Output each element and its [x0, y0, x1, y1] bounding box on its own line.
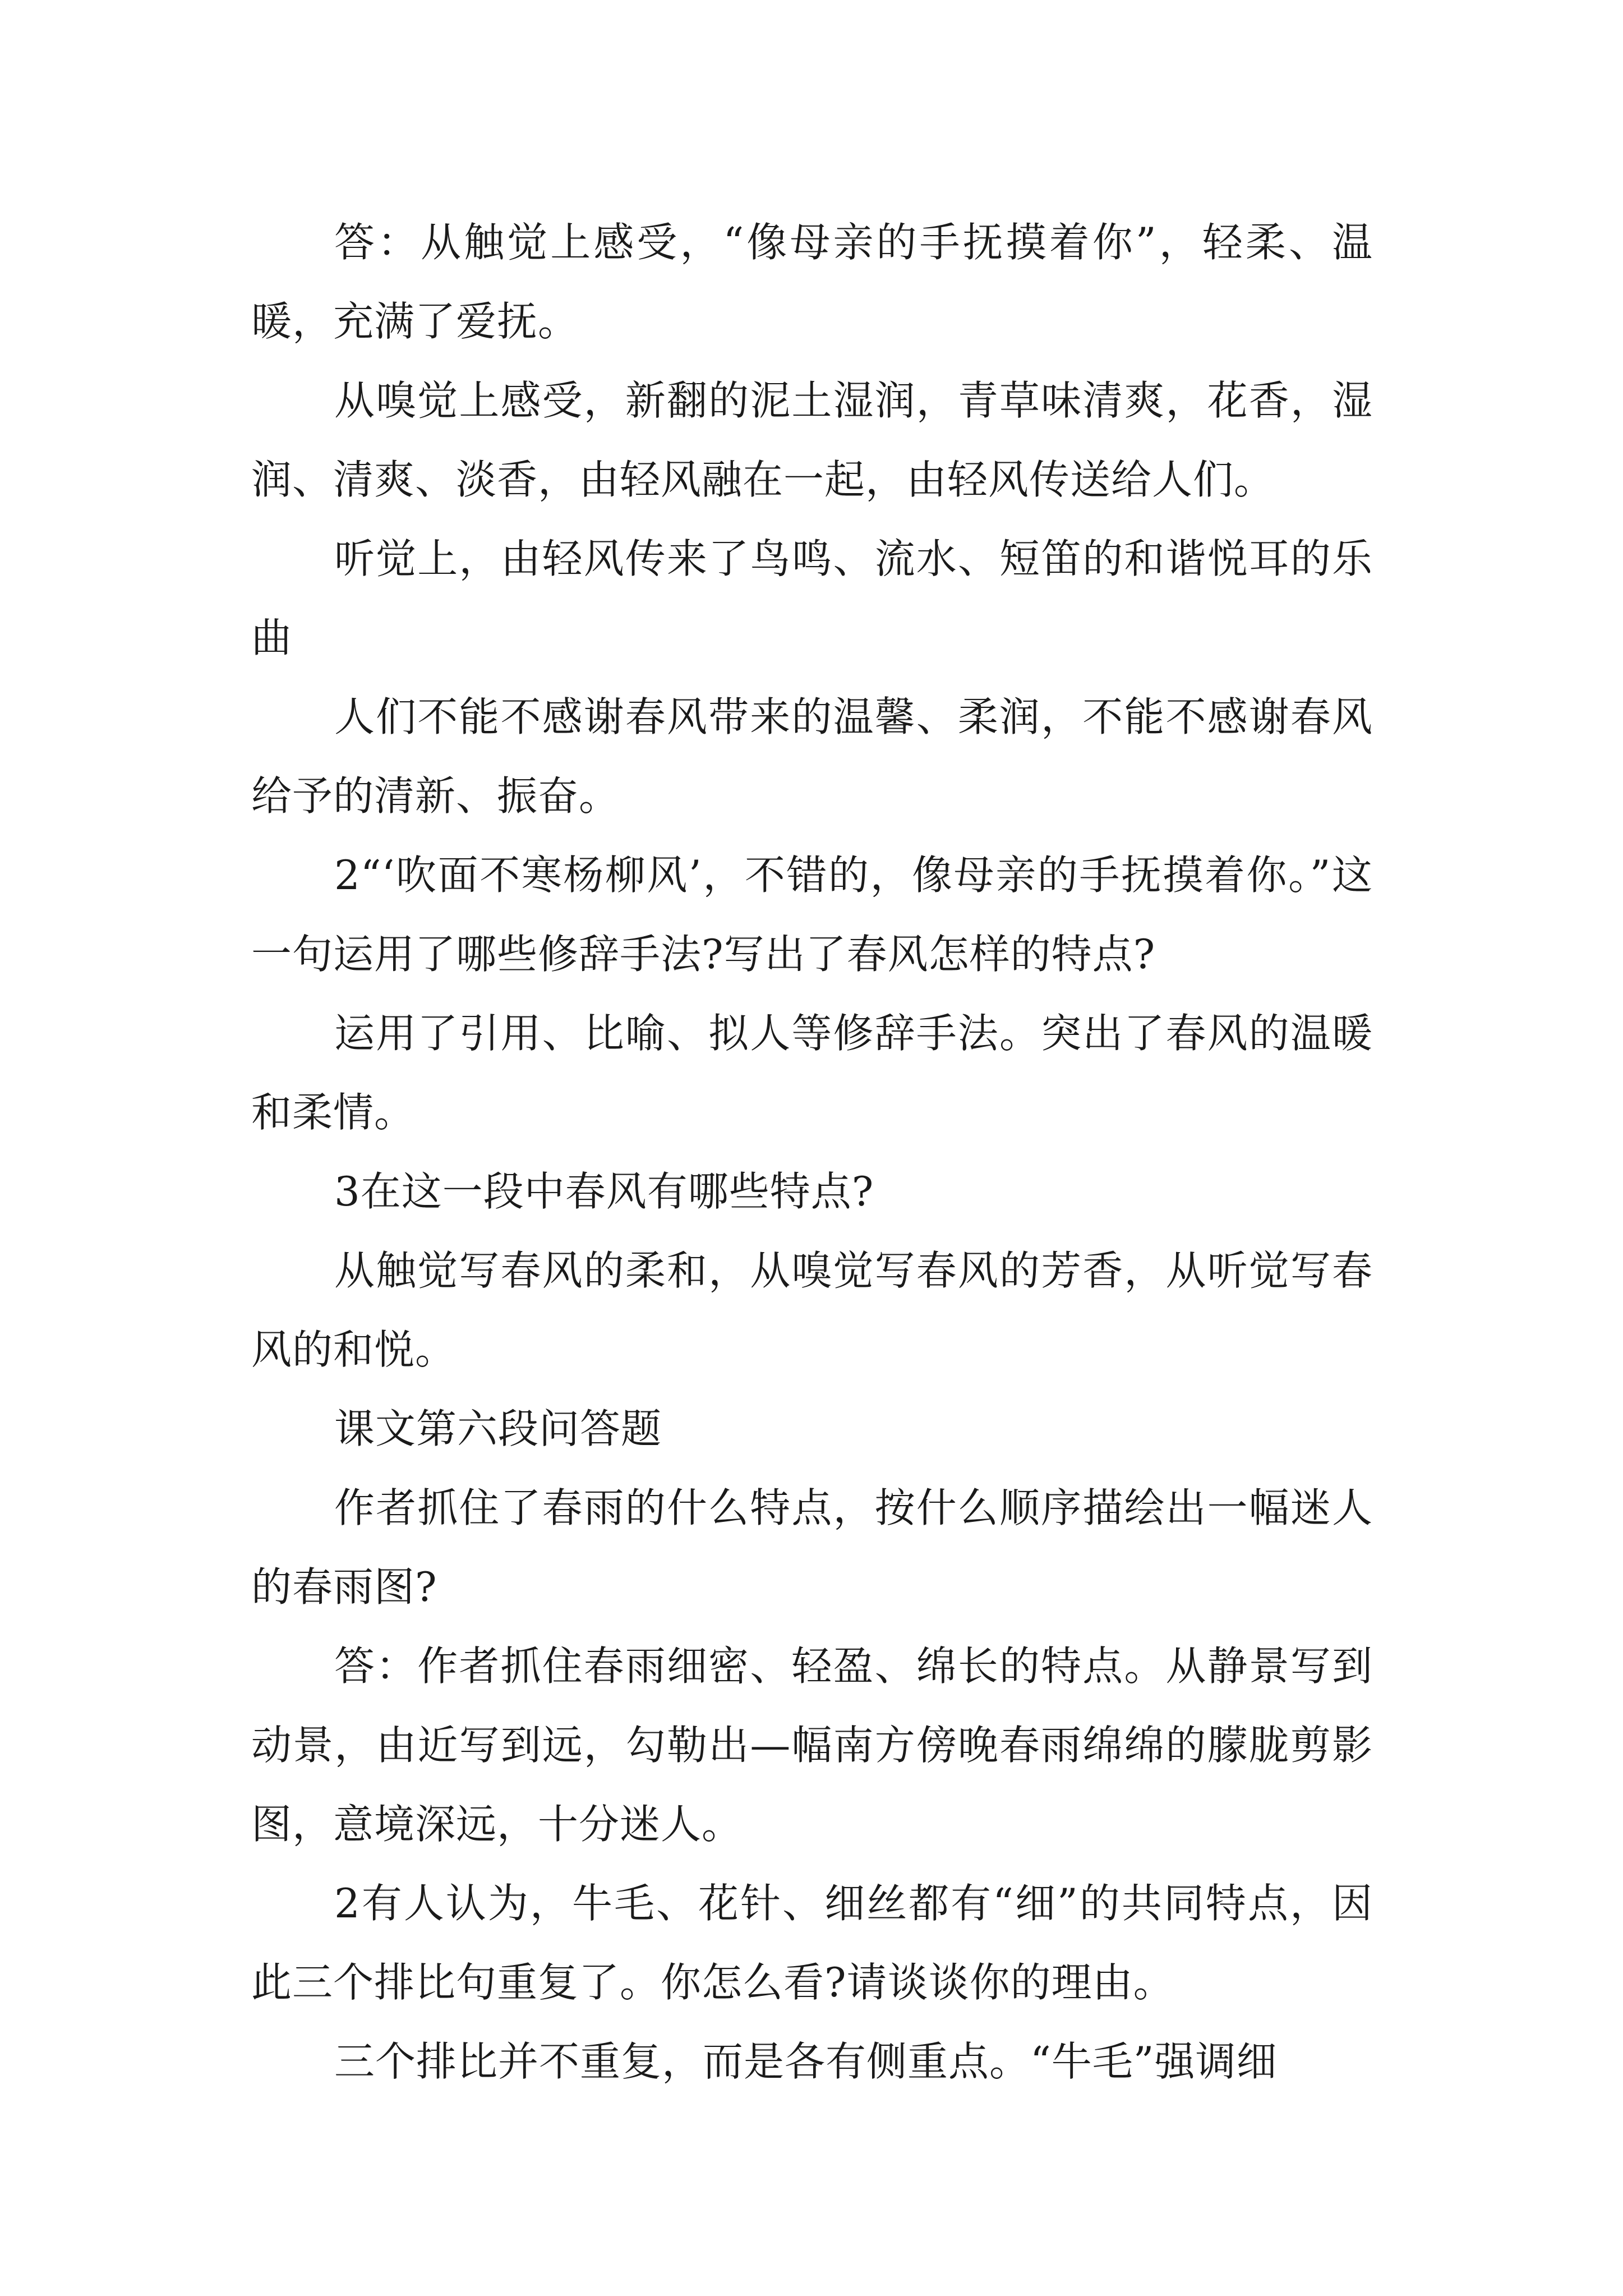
paragraph-smell: 从嗅觉上感受，新翻的泥土湿润，青草味清爽，花香，湿润、清爽、淡香，由轻风融在一起，由轻风传送给人们。: [251, 377, 1373, 503]
question-parallelism: 2有人认为，牛毛、花针、细丝都有“细”的共同特点，因此三个排比句重复了。你怎么看?请谈谈你的理由。: [251, 1880, 1373, 2006]
question-features: 3在这一段中春风有哪些特点?: [334, 1168, 874, 1215]
question-rhetoric: 2“‘吹面不寒杨柳风’，不错的，像母亲的手抚摸着你。”这一句运用了哪些修辞手法?写出了春风怎样的特点?: [251, 852, 1373, 978]
paragraph-hearing: 听觉上，由轻风传来了鸟鸣、流水、短笛的和谐悦耳的乐曲: [251, 535, 1373, 661]
answer-parallelism: 三个排比并不重复，而是各有侧重点。“牛毛”强调细: [334, 2038, 1278, 2085]
answer-features: 从触觉写春风的柔和，从嗅觉写春风的芳香，从听觉写春风的和悦。: [251, 1247, 1373, 1373]
answer-spring-rain: 答：作者抓住春雨细密、轻盈、绵长的特点。从静景写到动景，由近写到远，勾勒出—幅南方傍晚春雨绵绵的朦胧剪影图，意境深远，十分迷人。: [251, 1642, 1373, 1848]
section-heading: 课文第六段问答题: [334, 1405, 662, 1452]
paragraph-answer-touch: 答：从触觉上感受，“像母亲的手抚摸着你”，轻柔、温暖，充满了爱抚。: [251, 219, 1373, 345]
document-body: [251, 203, 1373, 2101]
question-spring-rain: 作者抓住了春雨的什么特点，按什么顺序描绘出一幅迷人的春雨图?: [251, 1484, 1373, 1611]
paragraph-gratitude: 人们不能不感谢春风带来的温馨、柔润，不能不感谢春风给予的清新、振奋。: [251, 693, 1373, 820]
answer-rhetoric: 运用了引用、比喻、拟人等修辞手法。突出了春风的温暖和柔情。: [251, 1010, 1373, 1136]
